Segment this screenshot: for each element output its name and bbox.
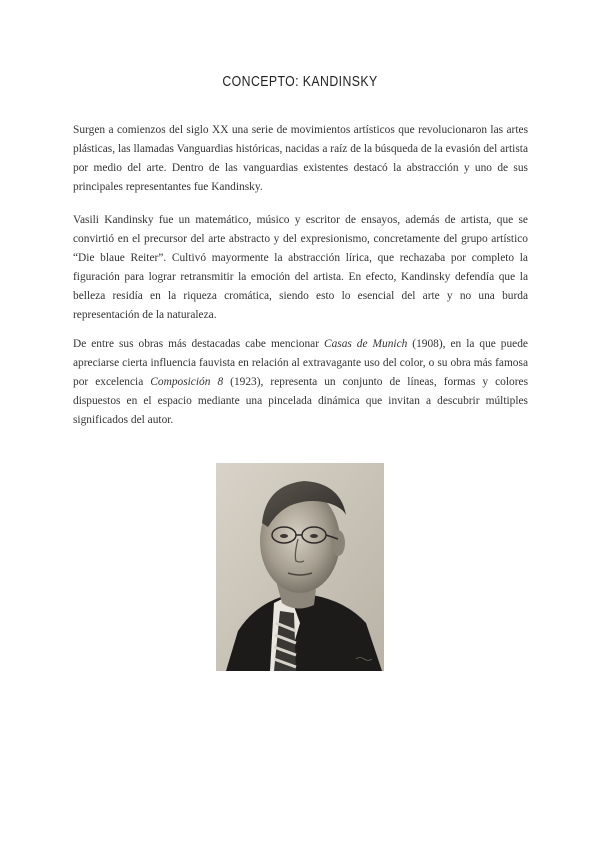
portrait-photo [216,463,384,671]
left-eye [280,534,288,538]
works-text-part1: De entre sus obras más destacadas cabe mencionar [73,338,324,350]
paragraph-biography: Vasili Kandinsky fue un matemático, músico y escritor de ensayos, además de artista, que se convirtió en el precursor del arte abstracto y del expresionismo, concretamente del grupo artístico “Die blaue Reiter”. Cultivó mayormente la abstracción lírica, que rechazaba por completo la figuración para lograr retransmitir la emoción del artista. En efecto, Kandinsky defendía que la belleza residía en la riqueza cromática, siendo esto lo esencial del arte y no una burda representación de la naturaleza. [73,214,528,321]
right-eye [310,534,318,538]
ear [331,530,345,556]
page-title: CONCEPTO: KANDINSKY [222,73,378,90]
paragraph-works [73,335,528,430]
paragraph-intro: Surgen a comienzos del siglo XX una serie de movimientos artísticos que revolucionaron las artes plásticas, las llamadas Vanguardias históricas, nacidas a raíz de la búsqueda de la evasión del artista por medio del arte. Dentro de las vanguardias existentes destacó la abstracción y uno de sus principales representantes fue Kandinsky. [73,124,528,193]
works-text-part3: (1923), representa un conjunto de líneas, formas y colores dispuestos en el espacio mediante una pincelada dinámica que invitan a descubrir múltiples significados del autor. [73,376,529,426]
work-title-casas-de-munich: Casas de Munich [323,338,408,350]
portrait-illustration [216,463,384,671]
work-title-composicion-8: Composición 8 [150,376,224,388]
works-text-part2: (1908), en la que puede apreciarse cierta influencia fauvista en relación al extravagante uso del color, o su obra más famosa por excelencia [73,338,528,388]
